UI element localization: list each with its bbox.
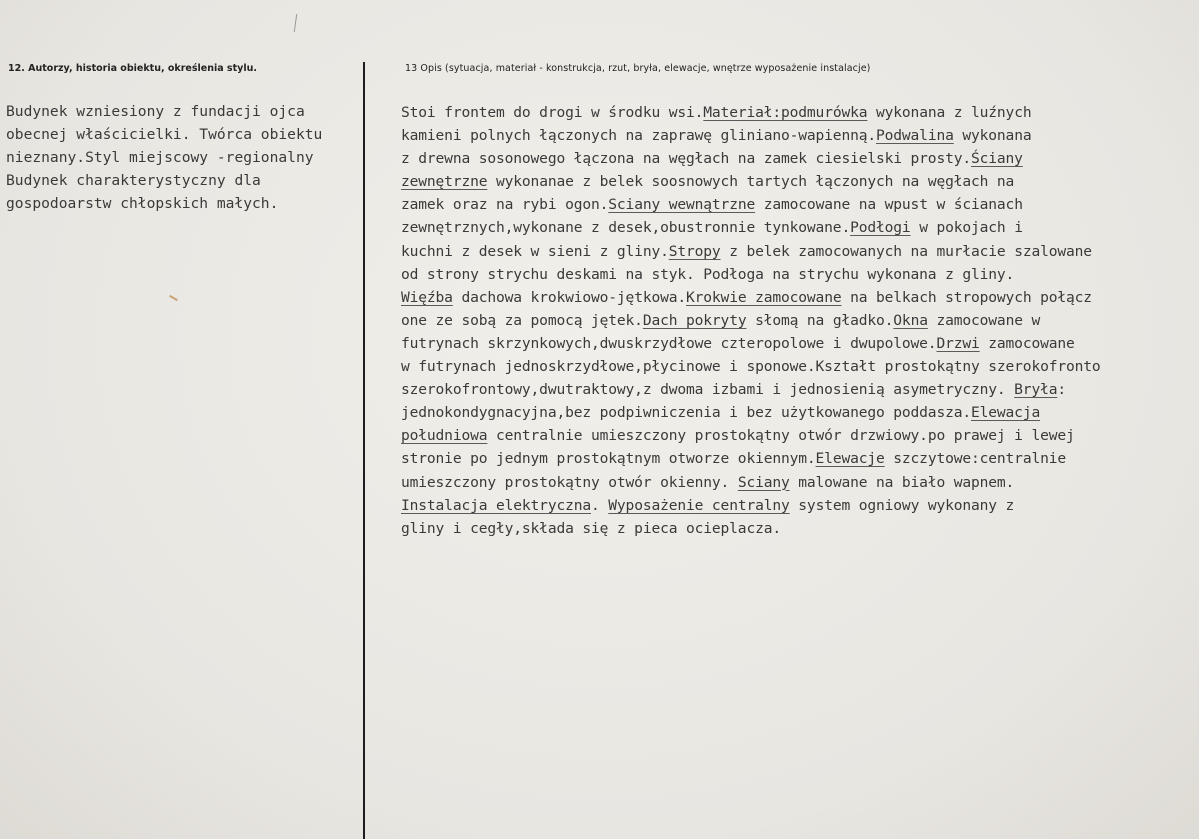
underlined-term: Instalacja elektryczna [401, 496, 591, 514]
underlined-term: Stropy [668, 242, 721, 260]
column-divider [363, 62, 365, 839]
text-segment: z drewna sosonowego łączona na węgłach na zamek ciesielski prosty. [401, 150, 971, 168]
text-segment: zewnętrznych,wykonane z desek,obustronnie tynkowane. [401, 219, 851, 237]
text-segment: zamek oraz na rybi ogon. [401, 196, 609, 214]
underlined-term: Sciany [737, 473, 790, 491]
underlined-term: Drzwi [936, 334, 980, 352]
text-line [401, 424, 1101, 447]
text-segment: . [591, 496, 609, 514]
text-segment: jednokondygnacyjna,bez podpiwniczenia i bez użytkowanego poddasza. [401, 404, 971, 422]
text-segment: w futrynach jednoskrzydłowe,płycinowe i sponowe.Kształt prostokątny szerokofronto [401, 358, 1101, 376]
text-segment: w pokojach i [910, 219, 1023, 237]
underlined-term: południowa [401, 427, 488, 445]
text-segment: futrynach skrzynkowych,dwuskrzydłowe czteropolowe i dwupolowe. [401, 334, 937, 352]
text-line [401, 401, 1101, 424]
section-12-heading: 12. Autorzy, historia obiektu, określenia stylu. [8, 63, 257, 74]
text-line [401, 240, 1101, 263]
underlined-term: Bryła [1014, 381, 1058, 399]
underlined-term: Wyposażenie centralny [608, 496, 790, 514]
text-segment: stronie po jednym prostokątnym otworze okiennym. [401, 450, 816, 468]
text-segment: szczytowe:centralnie [884, 450, 1067, 468]
text-segment: słomą na gładko. [746, 311, 894, 329]
text-segment: zamocowane w [927, 311, 1041, 329]
text-line [401, 471, 1101, 494]
underlined-term: Krokwie zamocowane [686, 288, 842, 306]
underlined-term: Więźba [401, 288, 453, 306]
section-13-heading: 13 Opis (sytuacja, materiał - konstrukcja, rzut, bryła, elewacje, wnętrze wyposażenie instalacje) [405, 63, 871, 74]
text-segment: kuchni z desek w sieni z gliny. [401, 242, 669, 260]
underlined-term: Elewacja [971, 404, 1041, 422]
underlined-term: zewnętrzne [401, 173, 488, 191]
text-line [401, 170, 1101, 193]
pencil-mark [294, 14, 297, 32]
text-line: Budynek wzniesiony z fundacji ojca [6, 103, 305, 120]
text-segment: centralnie umieszczony prostokątny otwór drzwiowy.po prawej i lewej [487, 427, 1075, 445]
text-line: gospodoarstw chłopskich małych. [6, 195, 279, 213]
text-segment: gliny i cegły,składa się z pieca ocieplacza. [401, 519, 781, 537]
text-line [401, 355, 1101, 378]
text-segment: system ogniowy wykonany z [789, 496, 1015, 514]
section-13-text [401, 101, 1101, 540]
text-line [401, 332, 1101, 355]
text-line [401, 309, 1101, 332]
text-line [401, 147, 1101, 170]
text-segment: dachowa krokwiowo-jętkowa. [452, 288, 687, 306]
underlined-term: Dach pokryty [642, 311, 747, 329]
text-line [401, 286, 1101, 309]
text-segment: zamocowane [979, 334, 1075, 352]
text-line [401, 216, 1101, 239]
text-segment: kamieni polnych łączonych na zaprawę gliniano-wapienną. [401, 127, 876, 145]
text-segment: szerokofrontowy,dwutraktowy,z dwoma izbami i jednosienią asymetryczny. [401, 381, 1015, 399]
text-segment: : [1057, 381, 1066, 399]
text-line [401, 517, 1101, 540]
underlined-term: Sciany wewnątrzne [608, 196, 756, 214]
text-line: Budynek charakterystyczny dla [6, 172, 261, 190]
underlined-term: Ściany [971, 150, 1023, 168]
text-line [401, 378, 1101, 401]
underlined-term: Materiał:podmurówka [703, 104, 868, 121]
text-segment: Stoi frontem do drogi w środku wsi. [401, 104, 704, 121]
underlined-term: Okna [893, 311, 928, 329]
text-segment: wykonana [953, 127, 1032, 145]
underlined-term: Podłogi [850, 219, 911, 237]
text-segment: malowane na biało wapnem. [789, 473, 1015, 491]
section-12-text [6, 100, 322, 215]
underlined-term: Elewacje [815, 450, 885, 468]
text-segment: wykonana z luźnych [867, 104, 1032, 121]
text-line [401, 263, 1101, 286]
text-line [401, 124, 1101, 147]
text-line: nieznany.Styl miejscowy -regionalny [6, 149, 314, 167]
text-segment: wykonanae z belek soosnowych tartych łączonych na węgłach na [487, 173, 1015, 191]
text-segment: zamocowane na wpust w ścianach [755, 196, 1023, 214]
text-line [401, 193, 1101, 216]
text-segment: od strony strychu deskami na styk. Podłoga na strychu wykonana z gliny. [401, 265, 1015, 283]
text-line [401, 101, 1101, 124]
stray-mark [169, 295, 178, 301]
text-segment: umieszczony prostokątny otwór okienny. [401, 473, 738, 491]
text-segment: one ze sobą za pomocą jętek. [401, 311, 643, 329]
text-segment: z belek zamocowanych na murłacie szalowane [720, 242, 1092, 260]
text-segment: na belkach stropowych połącz [841, 288, 1092, 306]
text-line [401, 494, 1101, 517]
underlined-term: Podwalina [876, 127, 954, 145]
text-line [401, 447, 1101, 470]
text-line: obecnej właścicielki. Twórca obiektu [6, 126, 323, 144]
